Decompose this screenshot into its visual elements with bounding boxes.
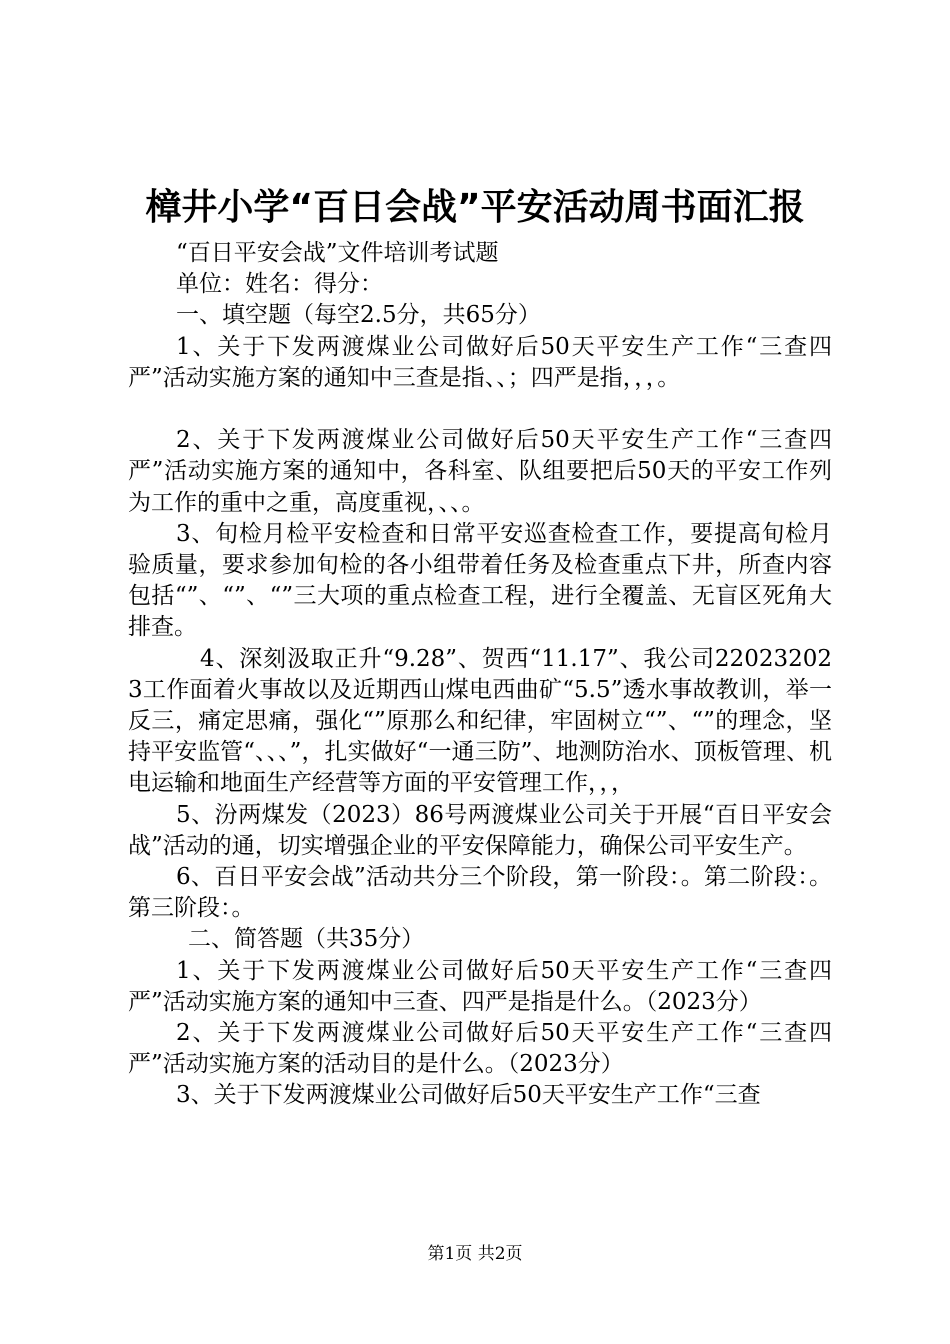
section-heading-short-answer: 二、简答题（共35分）	[188, 926, 425, 953]
question-fill-4: 4、深刻汲取正升“9.28”、贺西“11.17”、我公司220232023工作面着火事故以及近期西山煤电西曲矿“5.5”透水事故教训，举一反三，痛定思痛，强化“”原那么和纪律，牢固树立“”、“”的理念，坚持平安监管“、、、”，扎实做好“一通三防”、地测防治水、顶板管理、机电运输和地面生产经营等方面的平安管理工作，，，	[128, 645, 832, 797]
document-body	[128, 238, 832, 1112]
question-fill-2: 2、关于下发两渡煤业公司做好后50天平安生产工作“三查四严”活动实施方案的通知中，各科室、队组要把后50天的平安工作列为工作的重中之重，高度重视，、、。	[128, 427, 832, 516]
question-fill-6: 6、百日平安会战”活动共分三个阶段，第一阶段：。第二阶段：。第三阶段：。	[128, 864, 832, 922]
exam-title: “百日平安会战”文件培训考试题	[176, 240, 499, 266]
question-fill-5: 5、汾两煤发（2023）86号两渡煤业公司关于开展“百日平安会战”活动的通，切实增强企业的平安保障能力，确保公司平安生产。	[128, 801, 832, 859]
exam-header-fields: 单位：姓名：得分：	[176, 271, 383, 298]
page-footer: 第1页 共2页	[427, 1244, 523, 1264]
document-title: 樟井小学“百日会战”平安活动周书面汇报	[145, 187, 805, 228]
blank-line	[128, 394, 832, 425]
question-short-1: 1、关于下发两渡煤业公司做好后50天平安生产工作“三查四严”活动实施方案的通知中三查、四严是指是什么。（2023分）	[128, 957, 832, 1015]
question-short-3: 3、关于下发两渡煤业公司做好后50天平安生产工作“三查	[176, 1082, 761, 1109]
question-fill-1: 1、关于下发两渡煤业公司做好后50天平安生产工作“三查四严”活动实施方案的通知中三查是指、、；四严是指，，，。	[128, 333, 832, 391]
question-short-2: 2、关于下发两渡煤业公司做好后50天平安生产工作“三查四严”活动实施方案的活动目的是什么。（2023分）	[128, 1020, 832, 1078]
question-fill-3: 3、旬检月检平安检查和日常平安巡查检查工作，要提高旬检月验质量，要求参加旬检的各小组带着任务及检查重点下井，所查内容包括“”、“”、“”三大项的重点检查工程，进行全覆盖、无盲区死角大排查。	[128, 520, 832, 641]
section-heading-fill-blank: 一、填空题（每空2.5分，共65分）	[176, 302, 541, 329]
